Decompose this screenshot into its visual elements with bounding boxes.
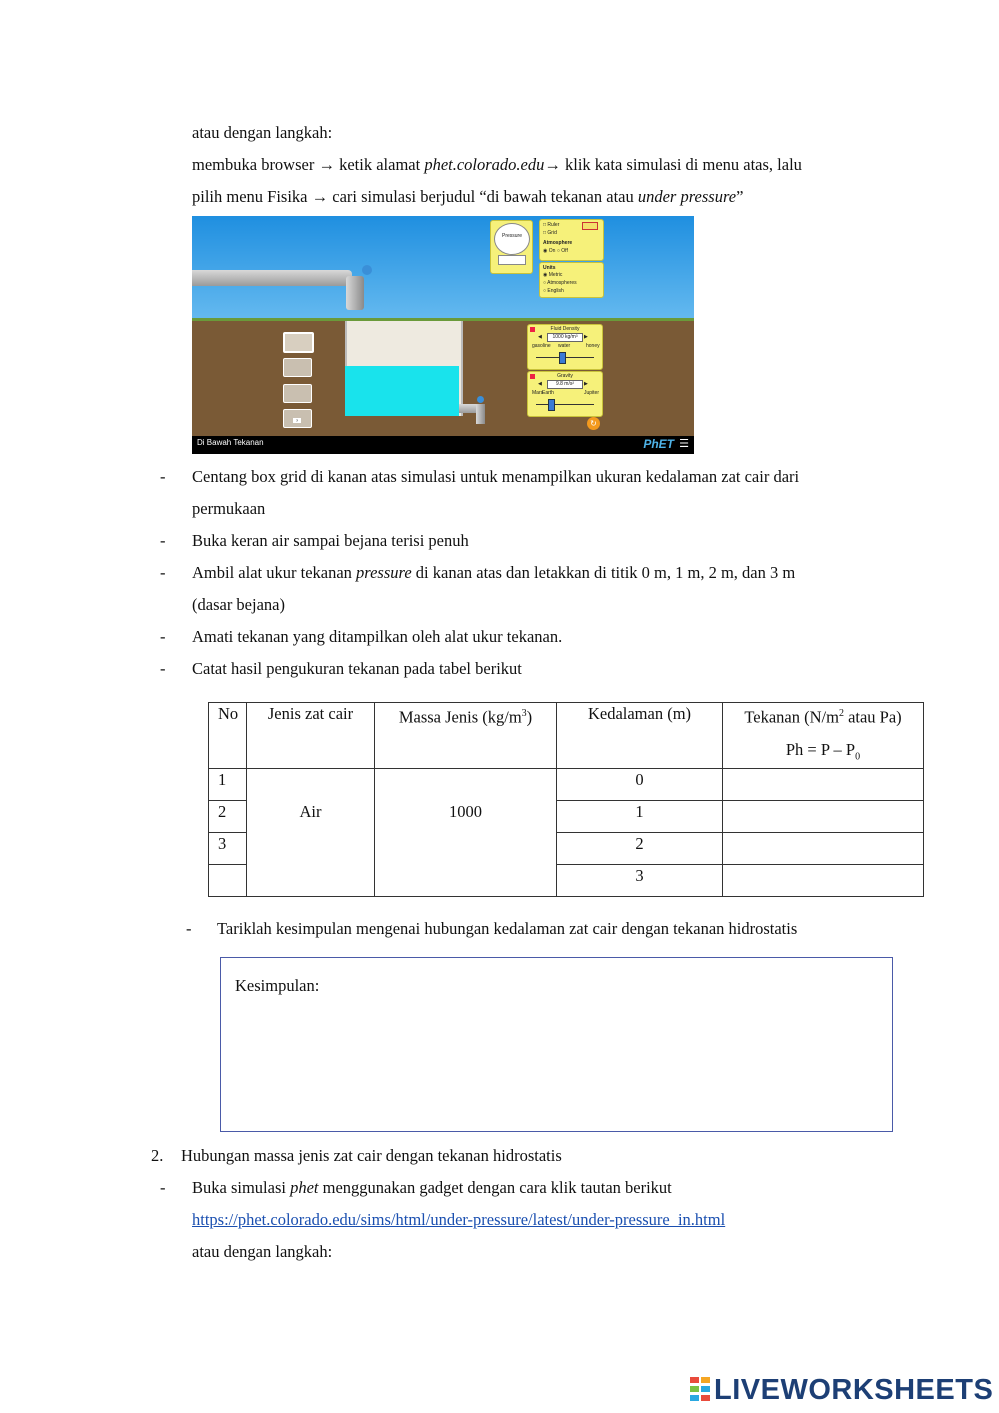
cell-depth: 1 [557, 800, 723, 832]
url-text: phet.colorado.edu [424, 155, 545, 174]
text: Buka simulasi [192, 1178, 291, 1197]
header-tekanan [723, 703, 924, 769]
logo-blocks-icon [690, 1377, 714, 1403]
checkbox-ruler[interactable]: □ Ruler [543, 222, 560, 228]
atmosphere-radios[interactable]: ◉ On ○ Off [543, 248, 568, 254]
step-1-cont: permukaan [192, 499, 266, 518]
faucet-handle-icon [362, 265, 372, 275]
table-row [209, 768, 924, 800]
step-3-cont: (dasar bejana) [192, 595, 285, 614]
cell-no: 2 [209, 800, 247, 832]
section-2-after: atau dengan langkah: [192, 1242, 333, 1261]
increment-button[interactable]: ▶ [584, 381, 588, 387]
text: Massa Jenis (kg/m [398, 707, 522, 727]
label: Grid [547, 230, 557, 236]
gravity-panel [527, 371, 603, 417]
section-2-step [192, 1177, 672, 1199]
text: klik kata simulasi di menu atas, lalu [560, 155, 802, 174]
section-2-title: Hubungan massa jenis zat cair dengan tekanan hidrostatis [181, 1146, 562, 1165]
superscript: 3 [521, 708, 527, 719]
fd-mid-label: water [558, 343, 571, 349]
intro-line-1: atau dengan langkah: [192, 123, 333, 142]
sim-title: Di Bawah Tekanan [197, 438, 264, 447]
menu-icon[interactable]: ☰ [679, 437, 689, 450]
bullet-dash: - [160, 531, 166, 550]
conclusion-prompt: Tariklah kesimpulan mengenai hubungan kedalaman zat cair dengan tekanan hidrostatis [217, 919, 798, 938]
scene-button-3[interactable] [283, 384, 312, 403]
checkbox-grid[interactable]: □ Grid [543, 230, 557, 236]
header-jenis: Jenis zat cair [247, 703, 375, 769]
cell-jenis: Air [247, 768, 375, 896]
pressure-label: Pressure [501, 233, 522, 239]
bullet-dash: - [160, 627, 166, 646]
cell-pressure-input[interactable] [723, 768, 924, 800]
cell-depth: 2 [557, 832, 723, 864]
text: ) [526, 707, 533, 727]
gravity-label: Gravity [557, 373, 573, 379]
options-panel [539, 219, 604, 261]
label: Off [561, 248, 568, 254]
fluid-density-value: 1000 kg/m³ [547, 333, 583, 342]
text: Ambil alat ukur tekanan [192, 563, 357, 582]
g-mid-label: Earth [542, 390, 554, 396]
text-italic: phet [290, 1178, 319, 1197]
label: Metric [548, 272, 563, 278]
tool-tag: ? [293, 418, 301, 423]
increment-button[interactable]: ▶ [584, 334, 588, 340]
header-massa [375, 703, 557, 769]
bullet-dash: - [160, 467, 166, 486]
decrement-button[interactable]: ◀ [538, 381, 542, 387]
g-max-label: Jupiter [584, 390, 600, 396]
bottom-faucet-spout [476, 404, 485, 424]
unit-atmospheres[interactable]: ○ Atmospheres [543, 280, 577, 286]
cell-depth: 0 [557, 768, 723, 800]
label: On [548, 248, 556, 254]
intro-line-2 [192, 154, 802, 176]
gravity-slider-track[interactable] [536, 404, 594, 405]
step-1: Centang box grid di kanan atas simulasi untuk menampilkan ukuran kedalaman zat cair dari [192, 467, 800, 486]
superscript: 2 [838, 708, 844, 719]
fluid-density-label: Fluid Density [550, 326, 580, 332]
cell-pressure-input[interactable] [723, 800, 924, 832]
fluid-density-slider-thumb[interactable] [559, 352, 566, 364]
fd-min-label: gasoline [532, 343, 551, 349]
formula: Ph = P – P [785, 739, 856, 759]
fd-max-label: honey [586, 343, 600, 349]
cell-depth: 3 [557, 864, 723, 896]
pressure-table [208, 702, 924, 897]
label: English [547, 288, 564, 294]
gravity-value: 9.8 m/s² [547, 380, 583, 389]
pressure-gauge-panel[interactable] [490, 220, 533, 274]
scene-button-2[interactable] [283, 358, 312, 377]
text: di kanan atas dan letakkan di titik 0 m, 1 m, 2 m, dan 3 m [411, 563, 796, 582]
step-3 [192, 562, 795, 584]
text: ketik alamat [334, 155, 425, 174]
water [345, 366, 459, 416]
conclusion-box[interactable] [220, 957, 893, 1132]
bullet-dash: - [160, 1178, 166, 1197]
scene-button-4[interactable] [283, 409, 312, 428]
pressure-readout [498, 255, 526, 265]
decrement-button[interactable]: ◀ [538, 334, 542, 340]
arrow-icon: → [544, 155, 561, 174]
gravity-slider-thumb[interactable] [548, 399, 555, 411]
brand-text: LIVEWORKSHEETS [714, 1374, 994, 1406]
cell-no: 3 [209, 832, 247, 864]
cell-pressure-input[interactable] [723, 864, 924, 896]
sim-navbar [192, 436, 694, 454]
faucet-handle-icon [477, 396, 484, 403]
text-italic: under pressure [637, 187, 737, 206]
phet-logo[interactable]: PhET [643, 437, 674, 451]
section-2-number: 2. [151, 1146, 164, 1165]
text: pilih menu Fisika [192, 187, 312, 206]
g-min-label: Mars [532, 390, 544, 396]
text: menggunakan gadget dengan cara klik tautan berikut [318, 1178, 672, 1197]
bullet-dash: - [160, 563, 166, 582]
cell-massa: 1000 [375, 768, 557, 896]
bullet-dash: - [186, 919, 192, 938]
units-label: Units [543, 265, 556, 271]
label: Atmospheres [547, 280, 577, 286]
step-5: Catat hasil pengukuran tekanan pada tabel berikut [192, 659, 522, 678]
arrow-icon: → [311, 187, 329, 206]
text: cari simulasi berjudul “di bawah tekanan atau [328, 187, 638, 206]
header-no: No [209, 703, 247, 769]
bullet-dash: - [160, 659, 166, 678]
scene-button-1[interactable] [283, 332, 314, 353]
text: Tekanan (N/m [744, 707, 839, 727]
text-italic: pressure [356, 563, 412, 582]
table-header-row [209, 703, 924, 769]
fluid-density-panel [527, 324, 603, 370]
ruler-icon [582, 222, 598, 230]
unit-english[interactable]: ○ English [543, 288, 564, 294]
intro-line-3 [192, 186, 743, 208]
phet-link[interactable]: https://phet.colorado.edu/sims/html/under-pressure/latest/under-pressure_in.html [192, 1210, 726, 1229]
text: membuka browser [192, 155, 319, 174]
top-faucet-pipe [192, 270, 352, 286]
cell-pressure-input[interactable] [723, 832, 924, 864]
units-panel [539, 262, 604, 298]
subscript: 0 [855, 750, 861, 762]
header-kedalaman: Kedalaman (m) [557, 703, 723, 769]
label: Ruler [547, 222, 560, 228]
pressure-gauge-icon [494, 223, 530, 255]
simulation-screenshot [192, 216, 694, 454]
conclusion-label: Kesimpulan: [235, 976, 320, 995]
text: ” [736, 187, 744, 206]
cell-no [209, 864, 247, 896]
text: atau Pa) [843, 707, 902, 727]
step-4: Amati tekanan yang ditampilkan oleh alat ukur tekanan. [192, 627, 563, 646]
arrow-icon: → [318, 155, 335, 174]
cell-no: 1 [209, 768, 247, 800]
reset-icon[interactable]: ↻ [587, 417, 600, 430]
top-faucet-spout [346, 276, 364, 310]
unit-metric[interactable]: ◉ Metric [543, 272, 563, 278]
step-2: Buka keran air sampai bejana terisi penuh [192, 531, 469, 550]
atmosphere-label: Atmosphere [543, 240, 573, 246]
